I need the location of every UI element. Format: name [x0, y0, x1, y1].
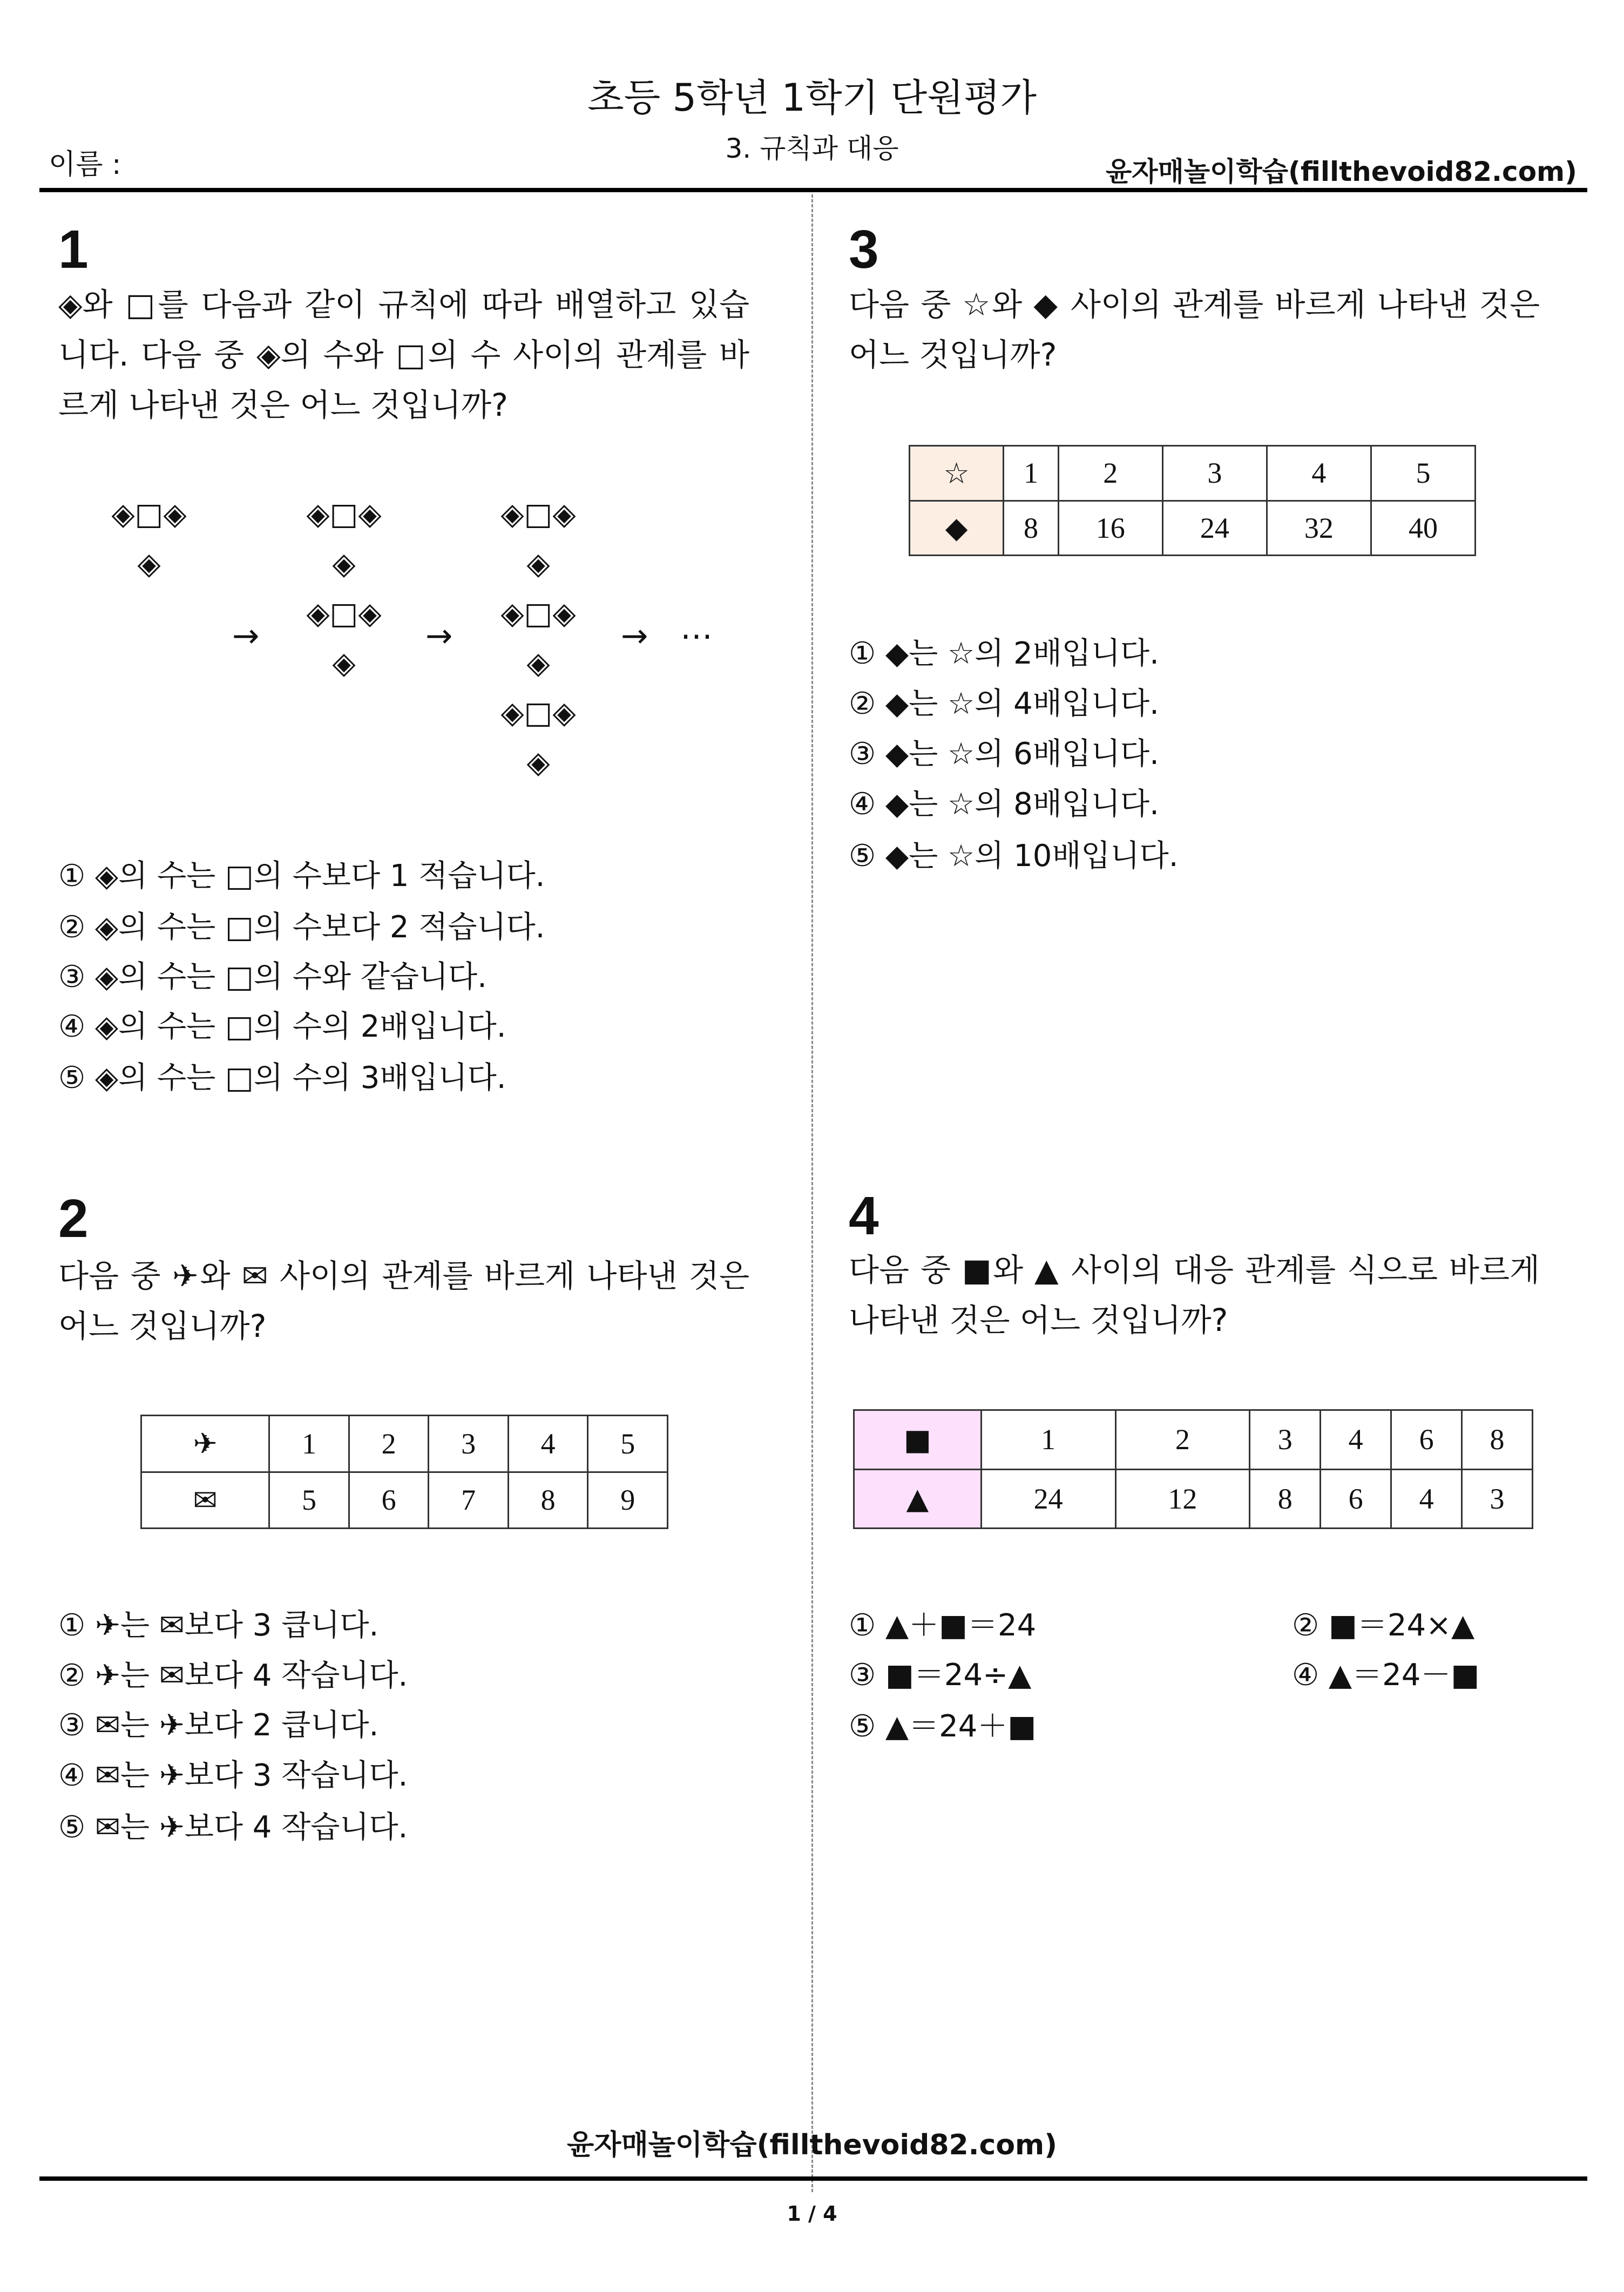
table-cell: 4: [1321, 1410, 1391, 1470]
table-cell: 2: [1058, 446, 1162, 501]
pattern-unit-bottom: ◈: [137, 546, 161, 582]
pattern-unit-bottom: ◈: [526, 745, 550, 780]
table-row: [141, 1416, 668, 1472]
table-cell: 6: [1391, 1410, 1462, 1470]
table-cell: 1: [1004, 446, 1059, 501]
question-1-number: 1: [58, 219, 89, 280]
question-3-text: 다음 중 ☆와 ◆ 사이의 관계를 바르게 나타낸 것은 어느 것입니까?: [849, 286, 1540, 373]
page-title: 초등 5학년 1학기 단원평가: [587, 76, 1037, 120]
answer-option[interactable]: ④ ◈의 수는 □의 수의 2배입니다.: [58, 1009, 506, 1044]
pattern-unit-bottom: ◈: [526, 646, 550, 681]
table-cell: 24: [1162, 501, 1267, 556]
header-divider: [39, 188, 1587, 192]
question-4-text: 다음 중 ■와 ▲ 사이의 대응 관계를 식으로 바르게 나타낸 것은 어느 것입니까?: [849, 1252, 1540, 1338]
answer-option[interactable]: ② ✈는 ✉보다 4 작습니다.: [58, 1658, 408, 1693]
table-cell: 1: [269, 1416, 349, 1472]
row-header-symbol: ✈: [141, 1416, 269, 1472]
answer-option[interactable]: ① ▲＋■＝24: [849, 1608, 1037, 1643]
answer-option[interactable]: ② ◆는 ☆의 4배입니다.: [849, 686, 1159, 721]
table-row: [141, 1472, 668, 1529]
table-cell: 4: [1267, 446, 1371, 501]
question-1-text: ◈와 □를 다음과 같이 규칙에 따라 배열하고 있습니다. 다음 중 ◈의 수와 □의 수 사이의 관계를 바르게 나타낸 것은 어느 것입니까?: [58, 286, 749, 423]
name-label: 이름 :: [49, 148, 121, 181]
table-cell: 40: [1371, 501, 1475, 556]
table-cell: 3: [1462, 1469, 1533, 1529]
answer-option[interactable]: ① ✈는 ✉보다 3 큽니다.: [58, 1608, 379, 1643]
table-cell: 12: [1115, 1469, 1250, 1529]
table-row: [910, 446, 1476, 501]
table-cell: 2: [349, 1416, 429, 1472]
footer-brand: 윤자매놀이학습(fillthevoid82.com): [566, 2129, 1057, 2161]
table-cell: 8: [508, 1472, 588, 1529]
arrow-icon: →: [232, 617, 260, 655]
footer-divider: [39, 2176, 1587, 2181]
question-2-text: 다음 중 ✈와 ✉ 사이의 관계를 바르게 나타낸 것은 어느 것입니까?: [58, 1257, 749, 1344]
pattern-unit-top: ◈□◈: [111, 497, 187, 532]
answer-option[interactable]: ① ◆는 ☆의 2배입니다.: [849, 636, 1159, 671]
table-cell: 9: [588, 1472, 668, 1529]
page-number: 1 / 4: [787, 2202, 837, 2226]
table-cell: 1: [981, 1410, 1115, 1470]
pattern-unit-top: ◈□◈: [306, 596, 382, 631]
table-row: [854, 1410, 1533, 1470]
row-header-symbol: ✉: [141, 1472, 269, 1529]
table-cell: 3: [1250, 1410, 1321, 1470]
question-4-table: [853, 1409, 1533, 1529]
answer-option[interactable]: ③ ◈의 수는 □의 수와 같습니다.: [58, 959, 487, 995]
answer-option[interactable]: ④ ▲＝24－■: [1292, 1658, 1480, 1693]
table-cell: 5: [1371, 446, 1475, 501]
table-cell: 5: [269, 1472, 349, 1529]
table-cell: 2: [1115, 1410, 1250, 1470]
table-cell: 3: [1162, 446, 1267, 501]
question-4-number: 4: [849, 1186, 879, 1246]
row-header-symbol: ■: [854, 1410, 982, 1470]
table-row: [854, 1469, 1533, 1529]
table-cell: 4: [1391, 1469, 1462, 1529]
answer-option[interactable]: ⑤ ◈의 수는 □의 수의 3배입니다.: [58, 1060, 506, 1096]
column-divider: [811, 194, 813, 2192]
table-cell: 8: [1462, 1410, 1533, 1470]
pattern-unit-bottom: ◈: [526, 546, 550, 582]
answer-option[interactable]: ③ ◆는 ☆의 6배입니다.: [849, 736, 1159, 772]
answer-option[interactable]: ④ ◆는 ☆의 8배입니다.: [849, 787, 1159, 822]
answer-option[interactable]: ⑤ ◆는 ☆의 10배입니다.: [849, 839, 1179, 874]
table-cell: 8: [1250, 1469, 1321, 1529]
question-3-number: 3: [849, 219, 879, 280]
table-cell: 7: [429, 1472, 509, 1529]
table-cell: 6: [349, 1472, 429, 1529]
answer-option[interactable]: ③ ■＝24÷▲: [849, 1658, 1032, 1693]
row-header-symbol: ☆: [910, 446, 1004, 501]
question-2-table: [140, 1415, 668, 1529]
table-cell: 16: [1058, 501, 1162, 556]
question-2-number: 2: [58, 1188, 89, 1249]
pattern-unit-top: ◈□◈: [500, 695, 576, 731]
ellipsis: ⋯: [680, 617, 713, 655]
table-cell: 4: [508, 1416, 588, 1472]
table-cell: 32: [1267, 501, 1371, 556]
row-header-symbol: ◆: [910, 501, 1004, 556]
unit-subtitle: 3. 규칙과 대응: [725, 133, 899, 164]
row-header-symbol: ▲: [854, 1469, 982, 1529]
table-cell: 6: [1321, 1469, 1391, 1529]
table-row: [910, 501, 1476, 556]
arrow-icon: →: [425, 617, 453, 655]
answer-option[interactable]: ③ ✉는 ✈보다 2 큽니다.: [58, 1708, 379, 1743]
answer-option[interactable]: ④ ✉는 ✈보다 3 작습니다.: [58, 1758, 408, 1793]
table-cell: 8: [1004, 501, 1059, 556]
header-brand: 윤자매놀이학습(fillthevoid82.com): [1105, 156, 1577, 187]
pattern-unit-top: ◈□◈: [500, 497, 576, 532]
arrow-icon: →: [621, 617, 648, 655]
table-cell: 5: [588, 1416, 668, 1472]
answer-option[interactable]: ② ◈의 수는 □의 수보다 2 적습니다.: [58, 910, 545, 945]
table-cell: 3: [429, 1416, 509, 1472]
answer-option[interactable]: ① ◈의 수는 □의 수보다 1 적습니다.: [58, 858, 545, 894]
pattern-unit-top: ◈□◈: [500, 596, 576, 631]
answer-option[interactable]: ② ■＝24×▲: [1292, 1608, 1475, 1643]
pattern-unit-bottom: ◈: [332, 646, 356, 681]
pattern-unit-top: ◈□◈: [306, 497, 382, 532]
question-3-table: [909, 445, 1476, 556]
answer-option[interactable]: ⑤ ✉는 ✈보다 4 작습니다.: [58, 1810, 408, 1845]
pattern-unit-bottom: ◈: [332, 546, 356, 582]
table-cell: 24: [981, 1469, 1115, 1529]
answer-option[interactable]: ⑤ ▲＝24＋■: [849, 1709, 1037, 1744]
